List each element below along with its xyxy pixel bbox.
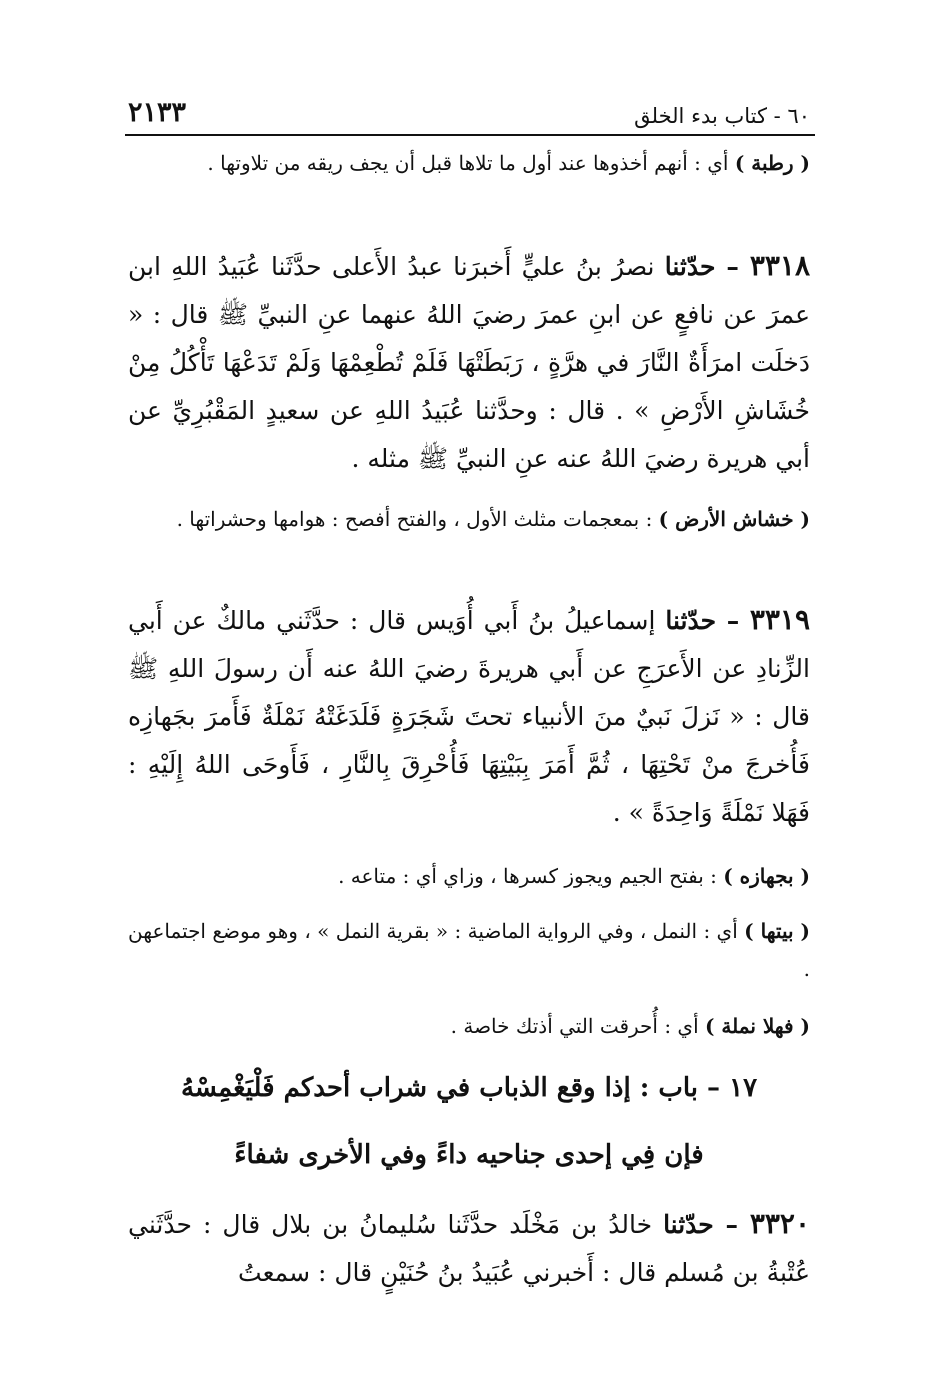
note-baytiha (128, 912, 810, 988)
note-term: ( فهلا نملة ) (705, 1014, 810, 1038)
hadith-opener: – حدّثنا (664, 252, 750, 281)
hadith-text: نصرُ بنُ عليٍّ أَخبرَنا عبدُ الأَعلى حدَّثَنا عُبَيدُ اللهِ ابن عمرَ عن نافعٍ عن ابنِ عمرَ رضيَ اللهُ عنهما عنِ النبيِّ ﷺ قال : « دَخلَت امرَأَةٌ النَّارَ في هرَّةٍ ، رَبَطَتْهَا فَلَمْ تُطْعِمْهَا وَلَمْ تَدَعْهَا تَأْكُلُ مِنْ خُشَاشِ الأَرْضِ » . قال : وحدَّثنا عُبَيدُ اللهِ عن سعيدٍ المَقْبُرِيِّ عن أبي هريرة رضيَ اللهُ عنه عنِ النبيِّ ﷺ مثله . (128, 252, 810, 473)
hadith-3319 (128, 596, 810, 837)
note-term: ( بجهازه ) (723, 864, 810, 888)
note-term: ( خشاش الأرض ) (658, 507, 810, 531)
hadith-text: إسماعيلُ بنُ أَبي أُوَيس قال : حدَّثَني مالكٌ عن أَبي الزِّنادِ عن الأَعرَجِ عن أَبي هريرةَ رضيَ اللهُ عنه أَن رسولَ اللهِ ﷺ قال : « نَزلَ نَبيٌ منَ الأنبياء تحتَ شَجَرَةٍ فَلَدَغَتْهُ نَمْلَةٌ فَأَمرَ بجَهازِه فَأُخرجَ منْ تَحْتِهَا ، ثُمَّ أَمَرَ بِبَيْتِهَا فَأُحْرِقَ بِالنَّارِ ، فَأَوحَى اللهُ إِلَيْهِ : فَهَلا نَمْلَةً وَاحِدَةً » . (128, 606, 810, 827)
hadith-opener: – حدّثنا (665, 606, 750, 635)
chapter-heading-line1: ١٧ – باب : إذا وقع الذباب في شراب أحدكم فَلْيَغْمِسْهُ (180, 1073, 758, 1103)
note-ratba (128, 144, 810, 182)
running-title: ٦٠ - كتاب بدء الخلق (634, 104, 810, 128)
hadith-text: خالدُ بن مَخْلَد حدَّثَنا سُليمانُ بن بلال قال : حدَّثَني عُتْبةُ بن مُسلم قال : أَخبرني عُبَيدُ بنُ حُنَيْنٍ قال : سمعتُ (128, 1210, 810, 1287)
header-rule (125, 134, 815, 136)
note-fahalla (128, 1007, 810, 1045)
note-text: أي : أنهم أخذوها عند أول ما تلاها قبل أن يجف ريقه من تلاوتها . (207, 151, 735, 175)
hadith-3320 (128, 1200, 810, 1297)
note-text: : بفتح الجيم ويجوز كسرها ، وزاي أي : متاعه . (338, 864, 724, 888)
hadith-number: ٣٣١٨ (749, 249, 810, 282)
note-term: ( رطبة ) (734, 151, 810, 175)
page-header (128, 88, 810, 128)
hadith-3318 (128, 242, 810, 483)
chapter-heading-line2: فإن فِي إحدى جناحيه داءً وفي الأخرى شفاءً (234, 1140, 704, 1170)
hadith-number: ٣٣٢٠ (749, 1207, 810, 1240)
note-text: أي : أُحرقت التي أذتك خاصة . (450, 1014, 705, 1038)
note-bijahazih (128, 857, 810, 895)
note-term: ( بيتها ) (744, 919, 810, 943)
hadith-number: ٣٣١٩ (749, 603, 810, 636)
hadith-opener: – حدّثنا (663, 1210, 750, 1239)
note-text: أي : النمل ، وفي الرواية الماضية : « بقرية النمل » ، وهو موضع اجتماعهن . (128, 919, 810, 981)
page-number: ٢١٣٣ (128, 97, 187, 128)
note-khashash (128, 500, 810, 538)
note-text: : بمعجمات مثلث الأول ، والفتح أفصح : هوامها وحشراتها . (176, 507, 659, 531)
